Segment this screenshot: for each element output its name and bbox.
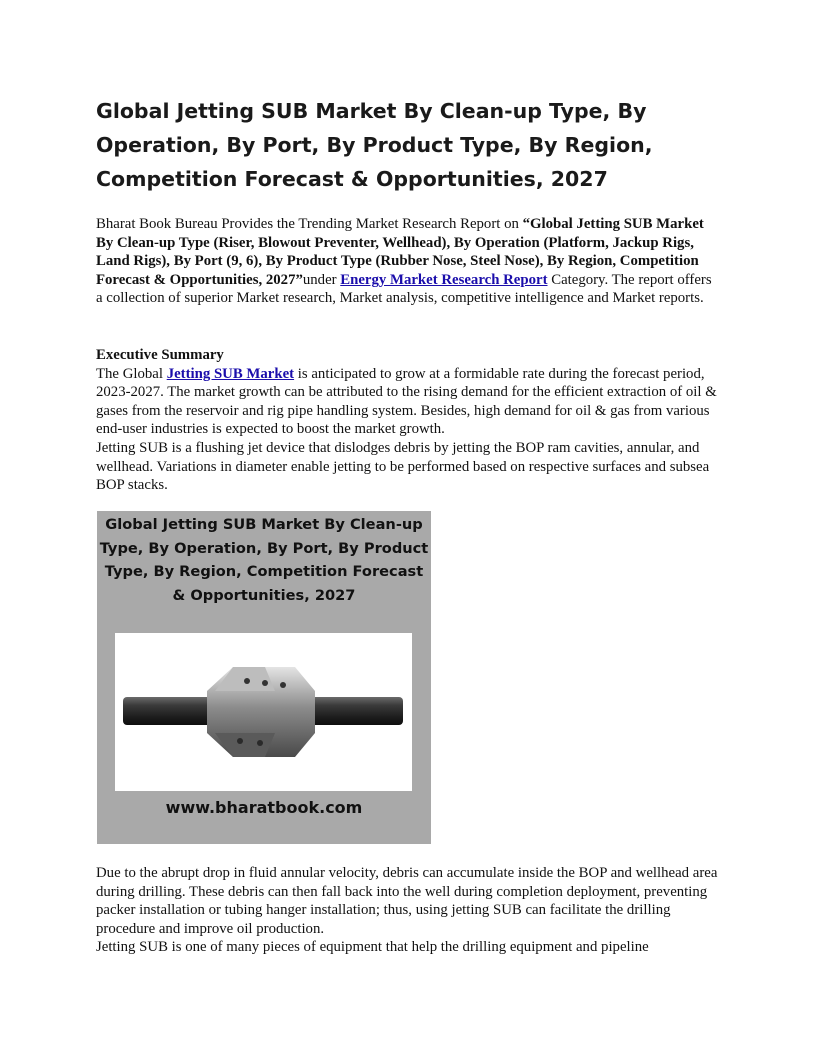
equipment-paragraph: Jetting SUB is one of many pieces of equipment that help the drilling equipment and pipeline	[96, 939, 649, 956]
intro-tail: Category. The report offers a collection of superior Market research, Market analysis, competitive intelligence and Market reports.	[96, 271, 712, 307]
summary-heading: Executive Summary	[96, 347, 224, 363]
summary-paragraph-2: Jetting SUB is a flushing jet device that dislodges debris by jetting the BOP ram cavities, annular, and wellhead. Variations in diameter enable jetting to be performed based on respective surfaces and subsea BOP stacks.	[96, 439, 710, 494]
intro-under: under	[302, 271, 341, 288]
summary-lead: The Global	[96, 365, 167, 382]
report-name: “Global Jetting SUB Market By Clean-up Type (Riser, Blowout Preventer, Wellhead), By Operation (Platform, Jackup Rigs, Land Rigs), By Port (9, 6), By Product Type (Rubber Nose, Steel Nose), By Region, Competition Forecast & Opportunities, 2027”	[96, 216, 704, 288]
jetting-sub-market-link[interactable]: Jetting SUB Market	[166, 365, 295, 382]
cover-title: Global Jetting SUB Market By Clean-up Type, By Operation, By Port, By Product Type, By Region, Competition Forecast & Opportunities, 2027	[99, 516, 429, 604]
intro-lead: Bharat Book Bureau Provides the Trending Market Research Report on	[96, 216, 523, 232]
page-title: Global Jetting SUB Market By Clean-up Type, By Operation, By Port, By Product Type, By Region, Competition Forecast & Opportunities, 2027	[96, 99, 653, 191]
cover-website: www.bharatbook.com	[165, 798, 363, 817]
executive-summary	[96, 346, 720, 495]
report-cover-image	[97, 511, 431, 844]
energy-category-link[interactable]: Energy Market Research Report	[340, 271, 548, 288]
intro-paragraph	[96, 215, 720, 308]
continued-text	[96, 864, 720, 957]
summary-tail: is anticipated to grow at a formidable rate during the forecast period, 2023-2027. The market growth can be attributed to the rising demand for the efficient extraction of oil & gases from the reservoir and rig pipe handling system. Besides, high demand for oil & gas from various end-user industries is expected to boost the market growth.	[96, 365, 717, 438]
jetting-sub-photo	[115, 633, 412, 791]
jetting-sub-tool-illustration	[115, 633, 412, 791]
summary-paragraph-1	[96, 365, 720, 439]
debris-paragraph: Due to the abrupt drop in fluid annular velocity, debris can accumulate inside the BOP and wellhead area during drilling. These debris can then fall back into the well during completion deployment, preventing packer installation or tubing hanger installation; thus, using jetting SUB can facilitate the drilling procedure and improve oil production.	[96, 865, 718, 937]
